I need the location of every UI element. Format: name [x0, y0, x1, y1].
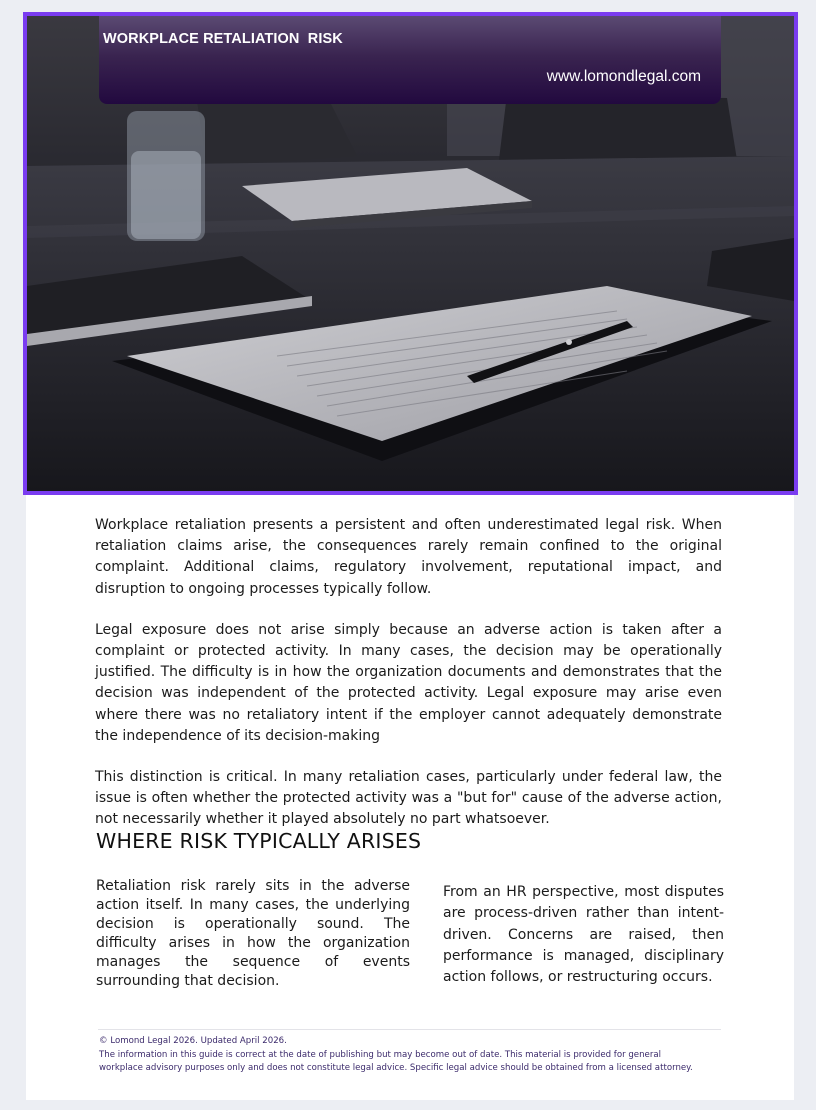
section-heading: WHERE RISK TYPICALLY ARISES	[96, 829, 422, 853]
body-text	[95, 515, 722, 851]
copyright-line: © Lomond Legal 2026. Updated April 2026.	[99, 1036, 287, 1046]
paragraph: Legal exposure does not arise simply because an adverse action is taken after a complaint or protected activity. In many cases, the decision may be operationally justified. The difficulty is in how the organization documents and demonstrates that the decision was independent of the protected activity. Legal exposure may arise even where there was no retaliatory intent if the employer cannot adequately demonstrate the independence of its decision-making	[95, 621, 722, 744]
footer	[99, 1035, 729, 1076]
left-column-text: Retaliation risk rarely sits in the adverse action itself. In many cases, the underlying decision is operationally sound. The difficulty arises in how the organization manages the sequence of events surrounding that decision.	[96, 878, 410, 989]
banner-title: WORKPLACE RETALIATION RISK	[103, 31, 343, 47]
hero-image	[23, 12, 798, 495]
website-link[interactable]: www.lomondlegal.com	[546, 68, 701, 85]
footer-divider	[98, 1029, 721, 1030]
right-column-text: From an HR perspective, most disputes are process-driven rather than intent-driven. Concerns are raised, then performance is managed, disciplinary action follows, or restructuring occurs.	[443, 884, 724, 986]
title-banner	[99, 16, 721, 104]
paragraph: Workplace retaliation presents a persistent and often underestimated legal risk. When retaliation claims arise, the consequences rarely remain confined to the original complaint. Additional claims, regulatory involvement, reputational impact, and disruption to ongoing processes typically follow.	[95, 517, 722, 597]
paragraph: This distinction is critical. In many retaliation cases, particularly under federal law, the issue is often whether the protected activity was a "but for" cause of the adverse action, not necessarily whether it played absolutely no part whatsoever.	[95, 769, 722, 828]
disclaimer-line: workplace advisory purposes only and does not constitute legal advice. Specific legal advice should be obtained from a licensed attorney.	[99, 1063, 693, 1073]
disclaimer-line: The information in this guide is correct at the date of publishing but may become out of date. This material is provided for general	[99, 1049, 662, 1060]
